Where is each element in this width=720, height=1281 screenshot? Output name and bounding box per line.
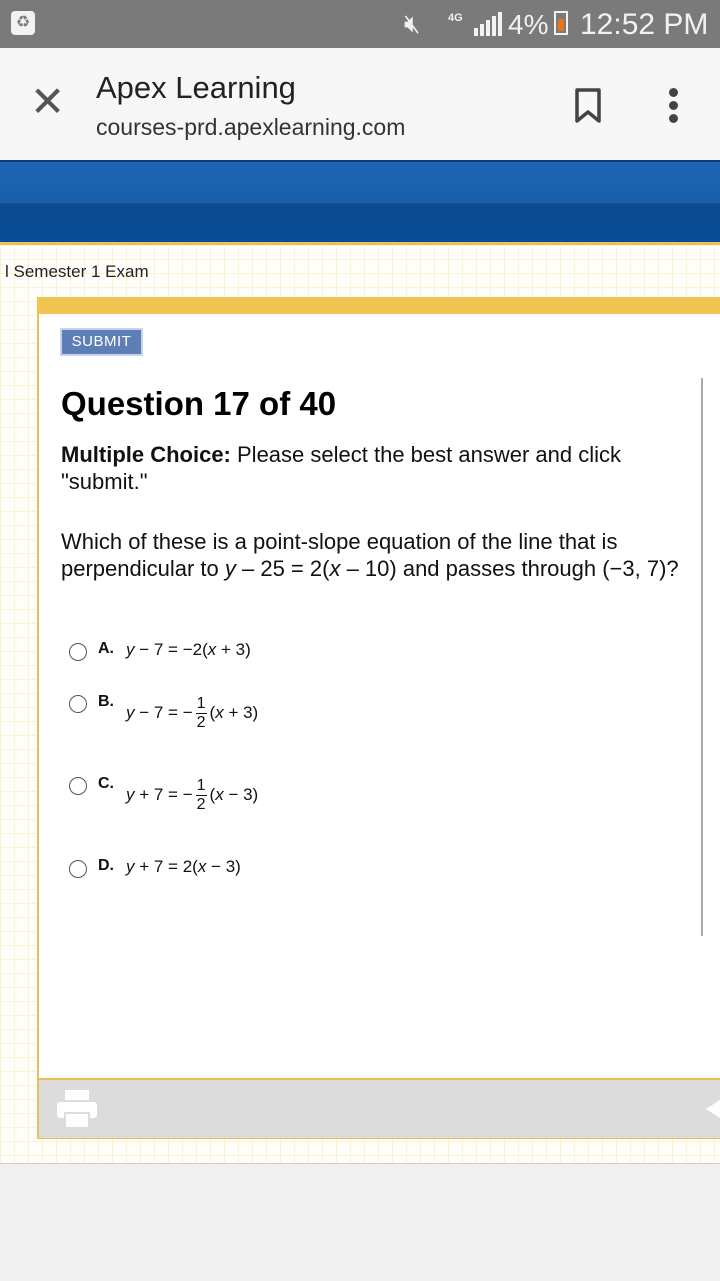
signal-icon [474, 12, 502, 36]
printer-icon[interactable] [55, 1089, 99, 1129]
clock: 12:52 PM [580, 8, 709, 41]
bookmark-icon[interactable] [574, 88, 602, 124]
mute-icon: 🔇︎ [404, 8, 421, 38]
option-c-equation[interactable]: y + 7 = − $\frac{1}{2}$ (x − 3) [126, 777, 259, 813]
submit-button[interactable]: SUBMIT [60, 328, 143, 356]
status-bar [0, 0, 720, 48]
close-icon[interactable]: ✕ [30, 78, 66, 125]
scrollbar[interactable] [701, 378, 703, 936]
next-arrow-icon[interactable] [706, 1100, 720, 1118]
page-url: courses-prd.apexlearning.com [96, 114, 406, 140]
fraction: $\frac{1}{2}$ [196, 695, 206, 731]
option-d-letter: D. [98, 857, 114, 874]
site-banner [0, 160, 720, 244]
option-b-equation[interactable]: y − 7 = − $\frac{1}{2}$ (x + 3) [126, 695, 259, 731]
question-instructions [61, 441, 681, 495]
instruction-text: Please select the best answer and click "submit." [61, 442, 621, 494]
browser-toolbar [0, 48, 720, 160]
question-title: Question 17 of 40 [61, 385, 337, 422]
breadcrumb: l Semester 1 Exam [5, 262, 149, 281]
browser-bottom-area [0, 1163, 720, 1281]
page-title: Apex Learning [96, 70, 296, 105]
option-a-letter: A. [98, 640, 114, 657]
option-c-letter: C. [98, 775, 114, 792]
fraction: $\frac{1}{2}$ [196, 777, 206, 813]
option-a-radio[interactable] [69, 643, 87, 661]
instruction-label: Multiple Choice: [61, 442, 231, 467]
exam-panel-header [37, 297, 720, 314]
exam-footer-toolbar [39, 1078, 720, 1138]
recycle-icon: ♻ [11, 11, 35, 35]
question-text: Which of these is a point-slope equation of the line that is perpendicular to y – 25 = 2(x – 10) and passes through (−3, 7)? [61, 529, 679, 581]
battery-icon [554, 11, 568, 35]
option-b-radio[interactable] [69, 695, 87, 713]
option-b-letter: B. [98, 693, 114, 710]
option-d-radio[interactable] [69, 860, 87, 878]
battery-percent: 4% [508, 9, 549, 40]
option-c-radio[interactable] [69, 777, 87, 795]
option-d-equation[interactable]: y + 7 = 2(x − 3) [126, 857, 241, 876]
overflow-menu-icon[interactable] [666, 88, 680, 124]
network-type-icon: 4G [448, 12, 463, 24]
option-a-equation[interactable]: y − 7 = −2(x + 3) [126, 640, 251, 659]
